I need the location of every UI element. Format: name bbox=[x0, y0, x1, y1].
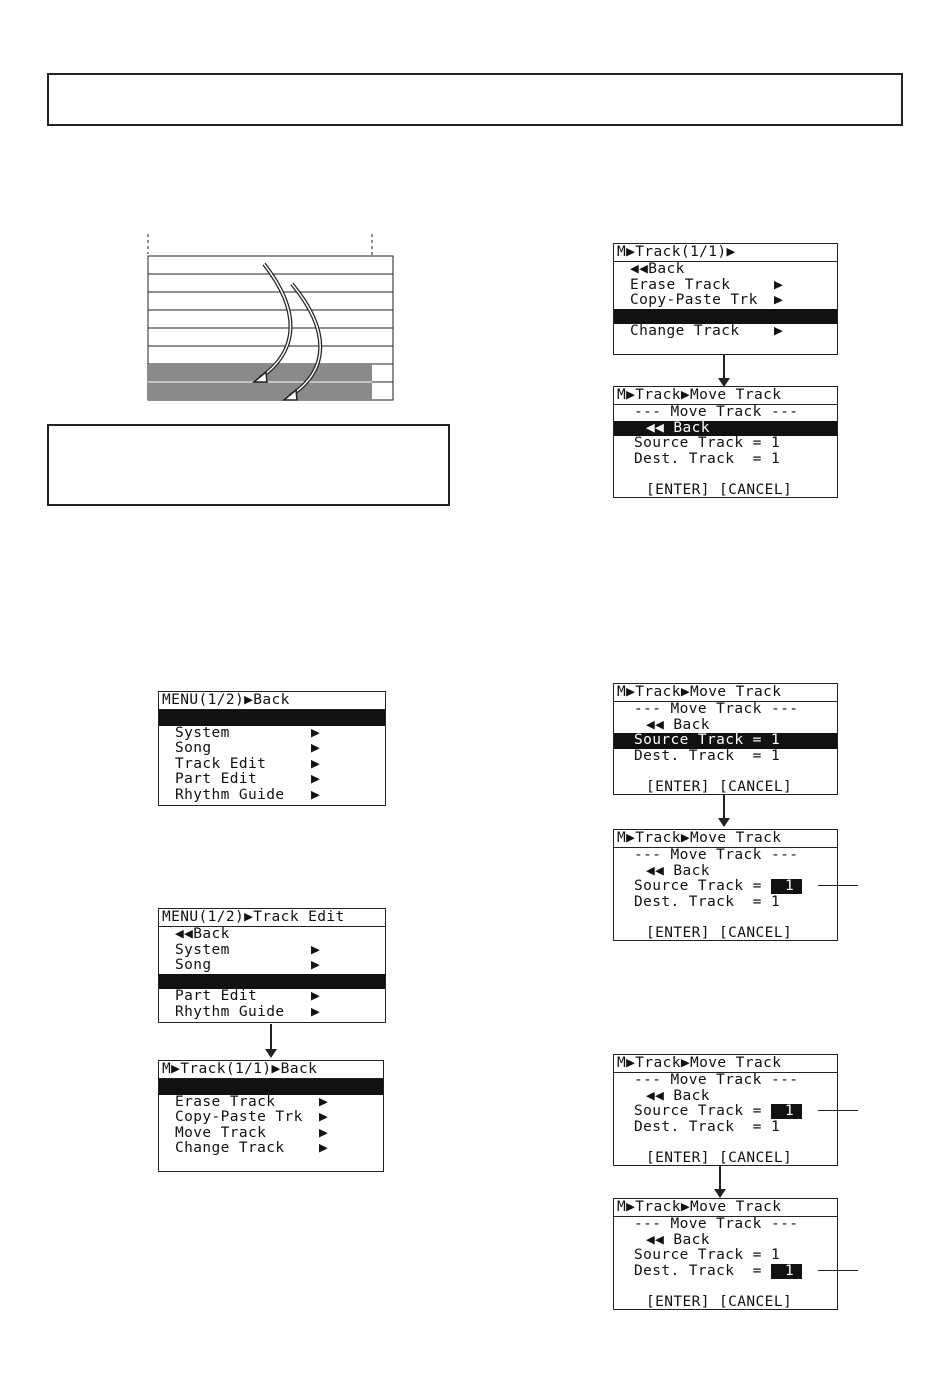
lcd-header: M▶Track(1/1)▶ bbox=[614, 244, 837, 262]
menu-item-move-track[interactable]: Move Track ▶ bbox=[175, 1125, 329, 1141]
lcd-move-track-source-selected bbox=[613, 683, 838, 795]
lcd-header: M▶Track(1/1)▶Back bbox=[159, 1061, 383, 1079]
track-move-diagram bbox=[140, 230, 400, 410]
dest-track-row[interactable]: Dest. Track = 1 bbox=[634, 1119, 781, 1135]
menu-item-track-edit[interactable] bbox=[159, 974, 385, 990]
dest-value-field[interactable]: 1 bbox=[771, 1264, 802, 1279]
lcd-header: MENU(1/2)▶Back bbox=[159, 692, 385, 710]
menu-item-copy-paste-trk[interactable]: Copy-Paste Trk ▶ bbox=[175, 1110, 329, 1125]
menu-item-erase-track[interactable]: Erase Track ▶ bbox=[630, 277, 784, 293]
move-track-title: --- Move Track --- bbox=[634, 405, 799, 420]
move-track-title: --- Move Track --- bbox=[634, 1217, 799, 1232]
menu-item-part-edit[interactable]: Part Edit ▶ bbox=[175, 772, 321, 787]
menu-item-back[interactable]: ◀◀Back bbox=[630, 262, 685, 277]
dest-track-row[interactable]: Dest. Track = 1 bbox=[614, 1264, 837, 1280]
menu-item-back[interactable] bbox=[159, 710, 385, 726]
lcd-move-track-source-edit bbox=[613, 829, 838, 941]
menu-item-change-track[interactable]: Change Track ▶ bbox=[630, 324, 784, 339]
flow-arrow bbox=[719, 1166, 721, 1190]
track-row bbox=[148, 274, 393, 292]
lcd-menu-track-edit bbox=[158, 908, 386, 1023]
menu-item-part-edit[interactable]: Part Edit ▶ bbox=[175, 989, 321, 1004]
flow-arrow bbox=[723, 795, 725, 819]
lcd-header: M▶Track▶Move Track bbox=[614, 684, 837, 702]
lcd-move-track-back-selected bbox=[613, 386, 838, 498]
flow-arrow bbox=[723, 355, 725, 379]
dest-track-row[interactable]: Dest. Track = 1 bbox=[634, 748, 781, 764]
enter-cancel-buttons[interactable]: [ENTER] [CANCEL] bbox=[646, 1150, 793, 1166]
move-track-title: --- Move Track --- bbox=[634, 848, 799, 863]
callout-leader bbox=[818, 1270, 858, 1271]
lcd-track-move-selected bbox=[613, 243, 838, 355]
callout-leader bbox=[818, 885, 858, 886]
dest-track-row[interactable]: Dest. Track = 1 bbox=[634, 451, 781, 467]
menu-item-back[interactable] bbox=[159, 1079, 383, 1095]
move-back-option[interactable]: ◀◀ Back bbox=[614, 421, 837, 437]
menu-item-move-track[interactable] bbox=[614, 309, 837, 325]
note-box bbox=[47, 424, 450, 506]
source-track-row[interactable]: Source Track = 1 bbox=[614, 1104, 837, 1120]
lcd-header: M▶Track▶Move Track bbox=[614, 387, 837, 405]
menu-item-erase-track[interactable]: Erase Track ▶ bbox=[175, 1094, 329, 1110]
move-back-option[interactable]: ◀◀ Back bbox=[646, 863, 710, 879]
move-track-title: --- Move Track --- bbox=[634, 1073, 799, 1088]
menu-item-track-edit[interactable]: Track Edit ▶ bbox=[175, 756, 321, 772]
lcd-move-track-dest-edit bbox=[613, 1198, 838, 1310]
section-title-box bbox=[47, 73, 903, 126]
track-rows bbox=[148, 256, 393, 400]
source-track-row[interactable]: Source Track = 1 bbox=[614, 879, 837, 895]
enter-cancel-buttons[interactable]: [ENTER] [CANCEL] bbox=[646, 779, 793, 795]
menu-item-back[interactable]: ◀◀Back bbox=[175, 927, 230, 942]
source-track-row[interactable]: Source Track = 1 bbox=[614, 733, 837, 749]
source-track-row[interactable]: Source Track = 1 bbox=[634, 1248, 781, 1263]
lcd-track-back bbox=[158, 1060, 384, 1172]
menu-item-change-track[interactable]: Change Track ▶ bbox=[175, 1141, 329, 1156]
source-value-field[interactable]: 1 bbox=[771, 879, 802, 894]
enter-cancel-buttons[interactable]: [ENTER] [CANCEL] bbox=[646, 1294, 793, 1310]
dest-track-row[interactable]: Dest. Track = 1 bbox=[634, 894, 781, 910]
lcd-header: M▶Track▶Move Track bbox=[614, 830, 837, 848]
callout-leader bbox=[818, 1110, 858, 1111]
menu-item-system[interactable]: System ▶ bbox=[175, 942, 321, 958]
track-row bbox=[148, 310, 393, 328]
menu-item-song[interactable]: Song ▶ bbox=[175, 958, 321, 973]
menu-item-rhythm-guide[interactable]: Rhythm Guide ▶ bbox=[175, 787, 321, 803]
track-row bbox=[148, 346, 393, 364]
source-value-field[interactable]: 1 bbox=[771, 1104, 802, 1119]
menu-item-rhythm-guide[interactable]: Rhythm Guide ▶ bbox=[175, 1004, 321, 1020]
move-track-title: --- Move Track --- bbox=[634, 702, 799, 717]
enter-cancel-buttons[interactable]: [ENTER] [CANCEL] bbox=[646, 482, 793, 498]
lcd-move-track-source-value bbox=[613, 1054, 838, 1166]
lcd-header: MENU(1/2)▶Track Edit bbox=[159, 909, 385, 927]
move-back-option[interactable]: ◀◀ Back bbox=[646, 1088, 710, 1104]
source-track-row[interactable]: Source Track = 1 bbox=[634, 436, 781, 451]
track-row bbox=[148, 292, 393, 310]
track-row bbox=[148, 328, 393, 346]
move-back-option[interactable]: ◀◀ Back bbox=[646, 1232, 710, 1248]
flow-arrow bbox=[270, 1024, 272, 1050]
lcd-menu-back bbox=[158, 691, 386, 806]
enter-cancel-buttons[interactable]: [ENTER] [CANCEL] bbox=[646, 925, 793, 941]
lcd-header: M▶Track▶Move Track bbox=[614, 1199, 837, 1217]
menu-item-system[interactable]: System ▶ bbox=[175, 725, 321, 741]
move-back-option[interactable]: ◀◀ Back bbox=[646, 717, 710, 733]
menu-item-copy-paste-trk[interactable]: Copy-Paste Trk ▶ bbox=[630, 293, 784, 308]
lcd-header: M▶Track▶Move Track bbox=[614, 1055, 837, 1073]
menu-item-song[interactable]: Song ▶ bbox=[175, 741, 321, 756]
